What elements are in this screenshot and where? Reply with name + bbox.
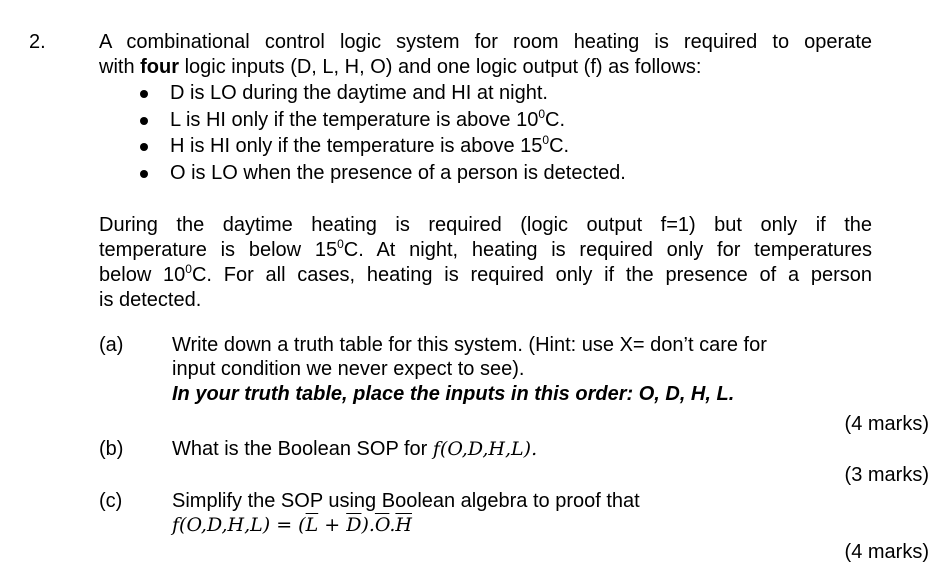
part-c-line-1: Simplify the SOP using Boolean algebra to proof that <box>172 490 640 512</box>
equation-not-l: $\overline{L}$ <box>305 514 319 536</box>
bullet-icon <box>140 170 148 178</box>
condition-item <box>138 160 626 187</box>
part-a-line-2: input condition we never expect to see). <box>172 358 525 380</box>
question-number: 2. <box>29 31 46 53</box>
intro-line-2 <box>99 55 872 80</box>
intro-bold-word: four <box>140 56 180 78</box>
para2-line-4: is detected. <box>99 289 202 311</box>
equation-not-o: $\overline{O}$ <box>374 514 390 536</box>
part-a-marks: (4 marks) <box>844 413 929 435</box>
degree-superscript: 0 <box>542 133 550 147</box>
condition-unit: C. <box>545 108 566 131</box>
degree-superscript: 0 <box>185 262 192 276</box>
equation-plus: + <box>318 514 347 536</box>
part-c-marks: (4 marks) <box>844 541 929 563</box>
part-a-line-1: Write down a truth table for this system. (Hint: use X= don’t care for <box>172 334 767 356</box>
para2-line-2 <box>99 238 872 263</box>
condition-text: L is HI only if the temperature is above 10 <box>170 108 539 131</box>
condition-item <box>138 80 626 107</box>
equation-not-h: $\overline{H}$ <box>395 514 412 536</box>
equation-close: ). <box>361 514 375 536</box>
intro-text: with <box>99 56 141 78</box>
part-a-instruction: In your truth table, place the inputs in this order: O, D, H, L. <box>172 383 735 405</box>
condition-text: H is HI only if the temperature is above 15 <box>170 135 543 157</box>
condition-text: O is LO when the presence of a person is detected. <box>170 161 626 184</box>
intro-text-rest: logic inputs (D, L, H, O) and one logic output (f) as follows: <box>179 56 702 78</box>
para2-text: temperature is below 15 <box>99 239 338 261</box>
intro-line-1: A combinational control logic system for room heating is required to operate <box>99 31 872 53</box>
condition-item <box>138 133 626 160</box>
para2-text: below 10 <box>99 264 186 286</box>
degree-superscript: 0 <box>538 106 546 121</box>
equation-not-d: $\overline{D}$ <box>346 514 362 536</box>
para2-text: C. At night, heating is required only for temperatures <box>343 239 872 261</box>
condition-list <box>138 80 626 186</box>
part-b-function: f(O,D,H,L). <box>432 438 538 460</box>
bullet-icon <box>140 117 148 125</box>
part-a-label: (a) <box>99 334 124 356</box>
part-c-label: (c) <box>99 490 123 512</box>
part-b-label: (b) <box>99 438 124 460</box>
heating-requirements-paragraph <box>99 213 872 313</box>
equation-lhs: f(O,D,H,L) = ( <box>172 514 306 536</box>
degree-superscript: 0 <box>337 237 344 251</box>
bullet-icon <box>140 90 148 98</box>
part-b-marks: (3 marks) <box>844 464 929 486</box>
para2-line-3 <box>99 263 872 288</box>
bullet-icon <box>140 143 148 151</box>
condition-text: D is LO during the daytime and HI at night. <box>170 82 548 104</box>
condition-unit: C. <box>549 135 570 157</box>
para2-text: C. For all cases, heating is required only if the presence of a person <box>191 264 872 286</box>
question-intro <box>99 30 872 80</box>
part-b-text: What is the Boolean SOP for <box>172 438 433 460</box>
para2-line-1: During the daytime heating is required (logic output f=1) but only if the <box>99 214 872 236</box>
part-b-question <box>172 437 537 461</box>
equation-dot: . <box>389 514 396 536</box>
part-c-equation <box>172 513 412 537</box>
condition-item <box>138 107 626 134</box>
